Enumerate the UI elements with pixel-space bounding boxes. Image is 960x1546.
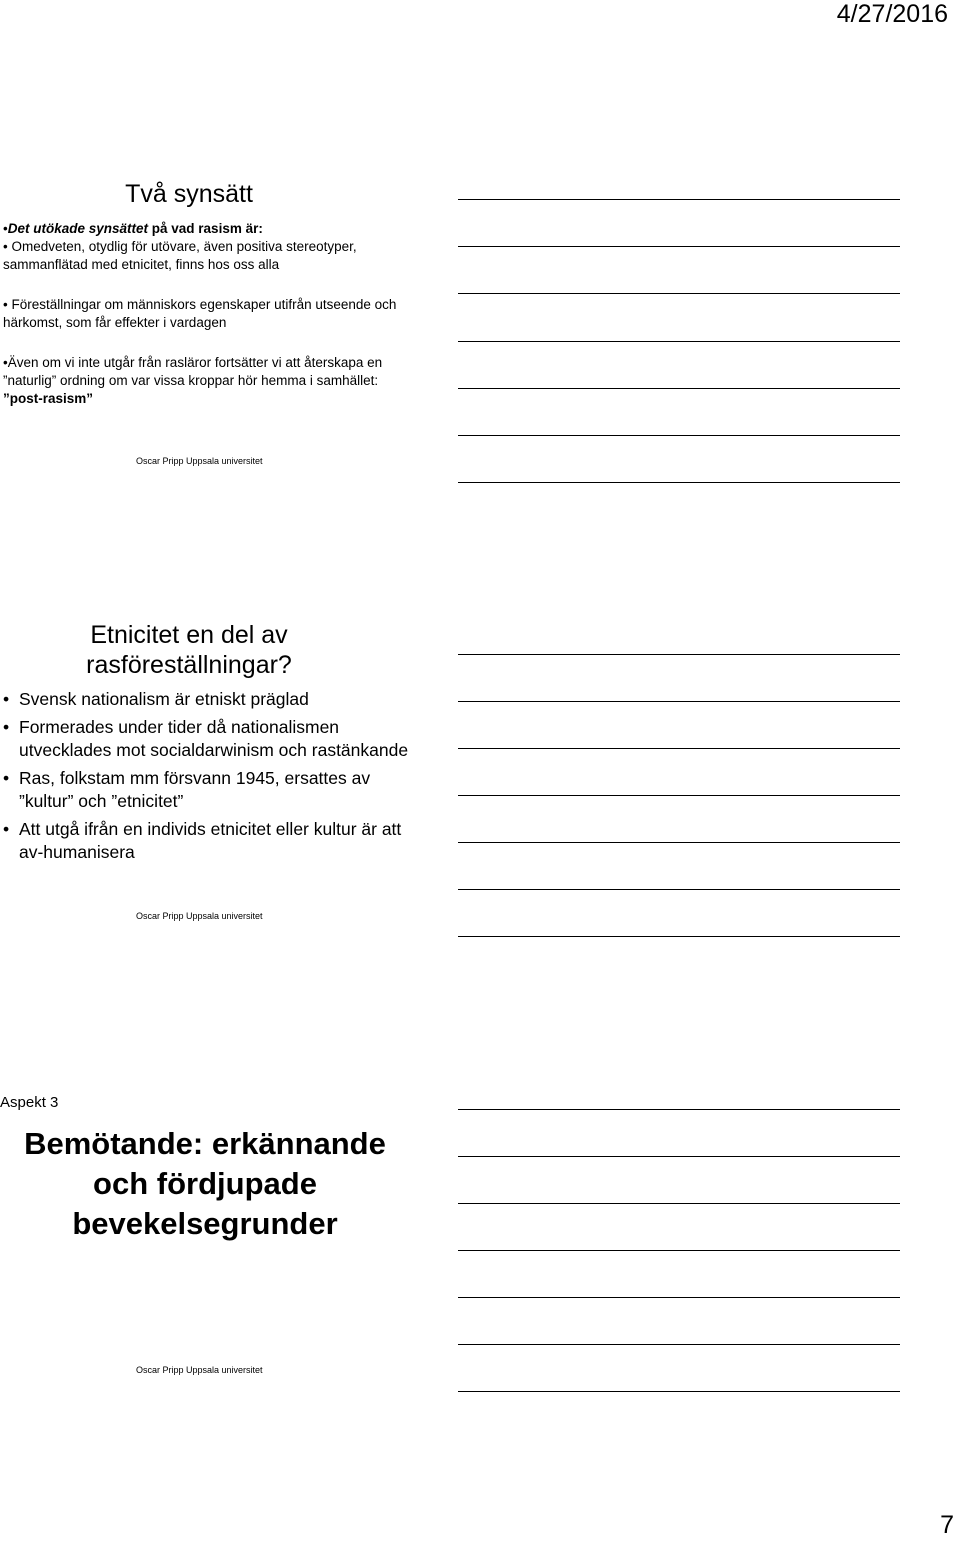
slide1-intro-rest: på vad rasism är: [148, 221, 263, 236]
slide1-bullet-3: •Även om vi inte utgår från rasläror fortsätter vi att återskapa en ”naturlig” ordning om var vissa kroppar hör hemma i samhället: ”post-rasism” [3, 355, 383, 406]
slide2-bullet: • Svensk nationalism är etniskt präglad [3, 689, 309, 709]
slide1-bullet-2: • Föreställningar om människors egenskaper utifrån utseende och härkomst, som får effekter i vardagen [3, 297, 397, 330]
note-line [458, 889, 900, 890]
page-number: 7 [940, 1511, 954, 1539]
slide1-post-rasism: ”post-rasism” [3, 391, 94, 406]
note-line [458, 748, 900, 749]
slide1-title: Två synsätt [125, 180, 253, 208]
note-line [458, 435, 900, 436]
print-date: 4/27/2016 [836, 0, 948, 28]
slide1-body [3, 220, 403, 408]
slide1-footer: Oscar Pripp Uppsala universitet [136, 456, 263, 466]
slide2-footer: Oscar Pripp Uppsala universitet [136, 911, 263, 921]
note-line [458, 1344, 900, 1345]
note-line [458, 199, 900, 200]
slide3-title: Bemötande: erkännande och fördjupade bevekelsegrunder [24, 1126, 386, 1241]
slide2-bullet: • Att utgå ifrån en individs etnicitet eller kultur är att av-humanisera [3, 819, 402, 862]
note-line [458, 1203, 900, 1204]
note-line [458, 293, 900, 294]
note-line [458, 341, 900, 342]
note-line [458, 701, 900, 702]
slide3-footer: Oscar Pripp Uppsala universitet [136, 1365, 263, 1375]
slide3-aspekt-label: Aspekt 3 [0, 1094, 59, 1111]
slide1-bullet-1: • Omedveten, otydlig för utövare, även positiva stereotyper, sammanflätad med etnicitet, finns hos oss alla [3, 239, 357, 272]
slide1-intro: •Det utökade synsättet på vad rasism är: [3, 221, 263, 236]
note-line [458, 246, 900, 247]
note-line [458, 1391, 900, 1392]
slide1-intro-bold: Det utökade synsättet [7, 221, 149, 236]
note-line [458, 1109, 900, 1110]
note-line [458, 795, 900, 796]
slide2-bullet: • Formerades under tider då nationalismen utvecklades mot socialdarwinism och rastänkande [3, 717, 409, 760]
slide2-bullet: • Ras, folkstam mm försvann 1945, ersattes av ”kultur” och ”etnicitet” [3, 768, 371, 811]
note-line [458, 1297, 900, 1298]
slide2-bullet-list [0, 688, 420, 869]
note-line [458, 842, 900, 843]
note-line [458, 1156, 900, 1157]
note-line [458, 654, 900, 655]
note-line [458, 482, 900, 483]
slide2-title: Etnicitet en del av rasföreställningar? [86, 621, 292, 679]
note-line [458, 1250, 900, 1251]
note-line [458, 936, 900, 937]
note-line [458, 388, 900, 389]
